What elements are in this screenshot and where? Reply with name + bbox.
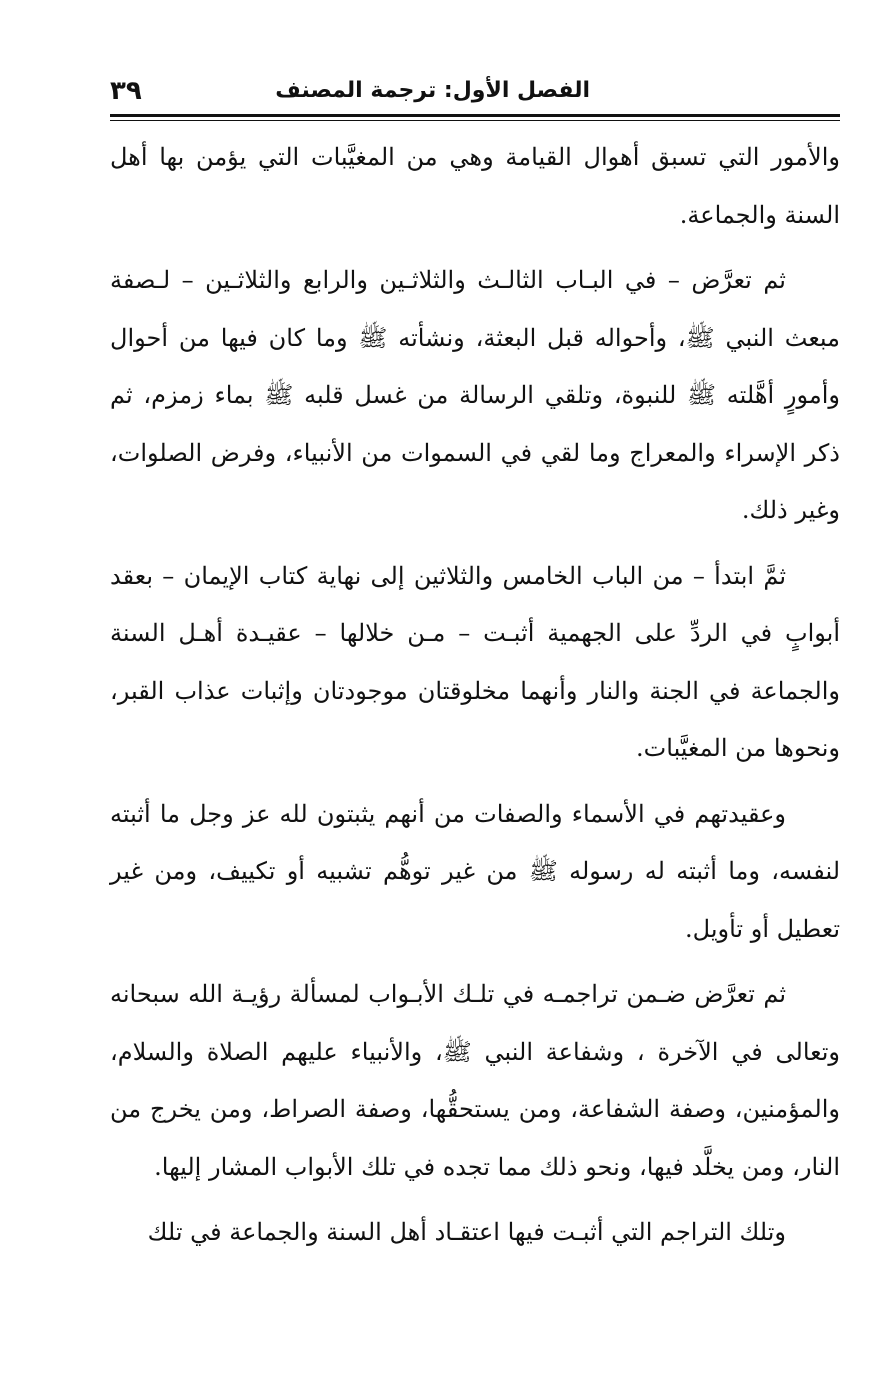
paragraph: وعقيدتهم في الأسماء والصفات من أنهم يثبتون لله عز وجل ما أثبته لنفسه، وما أثبته له رسوله ﷺ من غير توهُّم تشبيه أو تكييف، ومن غير تعطيل أو تأويل. [110,799,840,943]
chapter-title: الفصل الأول: ترجمة المصنف [275,78,590,103]
book-page [110,70,840,1330]
paragraph: ثمَّ ابتدأ – من الباب الخامس والثلاثين إلى نهاية كتاب الإيمان – بعقد أبوابٍ في الردِّ على الجهمية أثبـت – مـن خلالها – عقيـدة أهـل السنة والجماعة في الجنة والنار وأنهما مخلوقتان موجودتان وإثبات عذاب القبر، ونحوها من المغيَّبات. [110,561,840,762]
paragraph: وتلك التراجم التي أثبـت فيها اعتقـاد أهل السنة والجماعة في تلك [147,1218,786,1246]
paragraph: ثم تعرَّض ضـمن تراجمـه في تلـك الأبـواب لمسألة رؤيـة الله سبحانه وتعالى في الآخرة ، وشفاعة النبي ﷺ، والأنبياء عليهم الصلاة والسلام، والمؤمنين، وصفة الشفاعة، ومن يستحقُّها، وصفة الصراط، ومن يخرج من النار، ومن يخلَّد فيها، ونحو ذلك مما تجده في تلك الأبواب المشار إليها. [110,980,840,1181]
page-number: ٣٩ [110,76,142,106]
body-text [110,129,840,1262]
paragraph-continuation: والأمور التي تسبق أهوال القيامة وهي من المغيَّبات التي يؤمن بها أهل السنة والجماعة. [110,143,840,229]
running-header [110,70,840,114]
header-rule [110,114,840,121]
paragraph: ثم تعرَّض – في البـاب الثالـث والثلاثـين والرابع والثلاثـين – لـصفة مبعث النبي ﷺ، وأحواله قبل البعثة، ونشأته ﷺ وما كان فيها من أحوال وأمورٍ أهَّلته ﷺ للنبوة، وتلقي الرسالة من غسل قلبه ﷺ بماء زمزم، ثم ذكر الإسراء والمعراج وما لقي في السموات من الأنبياء، وفرض الصلوات، وغير ذلك. [110,266,840,524]
